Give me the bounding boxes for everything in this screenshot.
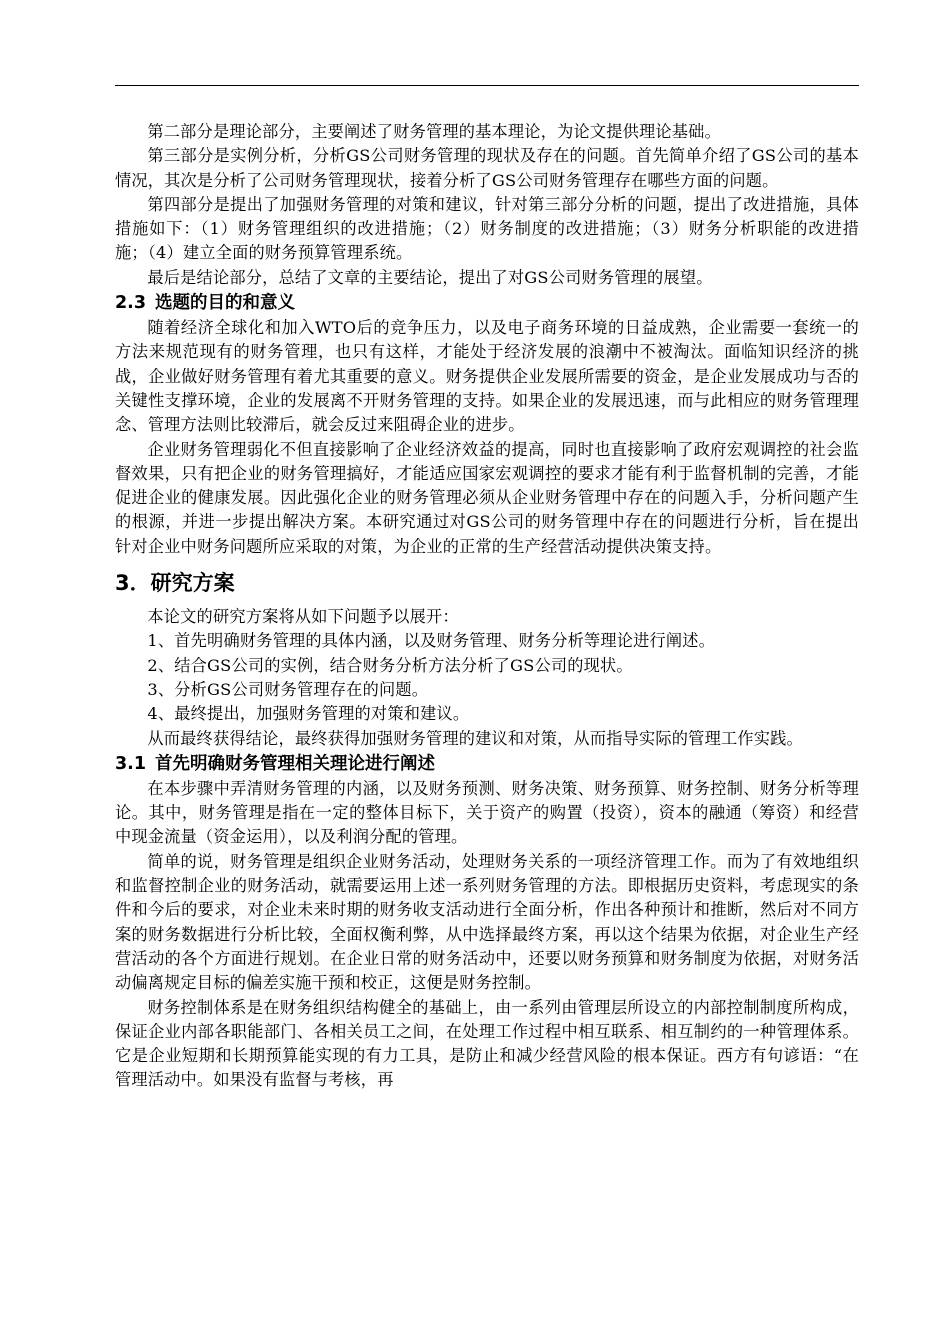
section-3-1-number: 3.1: [115, 753, 147, 774]
section-2-3-paragraph-2: 企业财务管理弱化不但直接影响了企业经济效益的提高，同时也直接影响了政府宏观调控的社会监督效果，只有把企业的财务管理搞好，才能适应国家宏观调控的要求才能有利于监督机制的完善，才能促进企业的健康发展。因此强化企业的财务管理必须从企业财务管理中存在的问题入手，分析问题产生的根源，并进一步提出解决方案。本研究通过对GS公司的财务管理中存在的问题进行分析，旨在提出针对企业中财务问题所应采取的对策，为企业的正常的生产经营活动提供决策支持。: [115, 439, 859, 556]
section-3-heading: 3．研究方案: [115, 571, 235, 596]
section-2-3-title: 选题的目的和意义: [155, 293, 296, 314]
intro-paragraph-2: 第三部分是实例分析，分析GS公司财务管理的现状及存在的问题。首先简单介绍了GS公司的基本情况，其次是分析了公司财务管理现状，接着分析了GS公司财务管理存在哪些方面的问题。: [115, 146, 859, 190]
section-3-paragraph-1: 本论文的研究方案将从如下问题予以展开：: [147, 607, 459, 627]
header-rule: [115, 85, 859, 86]
section-2-3-paragraph-1: 随着经济全球化和加入WTO后的竞争压力，以及电子商务环境的日益成熟，企业需要一套统一的方法来规范现有的财务管理，也只有这样，才能处于经济发展的浪潮中不被淘汰。面临知识经济的挑战，企业做好财务管理有着尤其重要的意义。财务提供企业发展所需要的资金，是企业发展成功与否的关键性支撑环境，企业的发展离不开财务管理的支持。如果企业的发展迅速，而与此相应的财务管理理念、管理方法则比较滞后，就会反过来阻碍企业的进步。: [115, 318, 859, 435]
section-3-list-item-4: 4、最终提出，加强财务管理的对策和建议。: [147, 704, 470, 724]
intro-paragraph-1: 第二部分是理论部分，主要阐述了财务管理的基本理论，为论文提供理论基础。: [147, 122, 721, 141]
section-2-3-number: 2.3: [115, 293, 147, 314]
section-3-list-item-3: 3、分析GS公司财务管理存在的问题。: [147, 679, 429, 699]
section-3-list-item-2: 2、结合GS公司的实例，结合财务分析方法分析了GS公司的现状。: [147, 655, 633, 675]
section-3-1-paragraph-1: 在本步骤中弄清财务管理的内涵，以及财务预测、财务决策、财务预算、财务控制、财务分析等理论。其中，财务管理是指在一定的整体目标下，关于资产的购置（投资），资本的融通（筹资）和经营中现金流量（资金运用），以及利润分配的管理。: [115, 778, 859, 847]
document-body: [115, 120, 859, 1093]
section-3-1-paragraph-3: 财务控制体系是在财务组织结构健全的基础上，由一系列由管理层所设立的内部控制制度所构成，保证企业内部各职能部门、各相关员工之间，在处理工作过程中相互联系、相互制约的一种管理体系。它是企业短期和长期预算能实现的有力工具，是防止和减少经营风险的根本保证。西方有句谚语：“在管理活动中。如果没有监督与考核，再: [115, 997, 859, 1090]
section-3-1-heading: [115, 751, 859, 777]
intro-paragraph-4: 最后是结论部分，总结了文章的主要结论，提出了对GS公司财务管理的展望。: [147, 267, 713, 287]
section-3-1-paragraph-2: 简单的说，财务管理是组织企业财务活动，处理财务关系的一项经济管理工作。而为了有效地组织和监督控制企业的财务活动，就需要运用上述一系列财务管理的方法。即根据历史资料，考虑现实的条件和今后的要求，对企业未来时期的财务收支活动进行全面分析，作出各种预计和推断，然后对不同方案的财务数据进行分析比较，全面权衡利弊，从中选择最终方案，再以这个结果为依据，对企业生产经营活动的各个方面进行规划。在企业日常的财务活动中，还要以财务预算和财务制度为依据，对财务活动偏离规定目标的偏差实施干预和校正，这便是财务控制。: [115, 851, 859, 993]
section-2-3-heading: [115, 290, 859, 316]
section-3-1-title: 首先明确财务管理相关理论进行阐述: [155, 753, 436, 774]
intro-paragraph-3: 第四部分是提出了加强财务管理的对策和建议，针对第三部分分析的问题，提出了改进措施，具体措施如下：（1）财务管理组织的改进措施；（2）财务制度的改进措施；（3）财务分析职能的改进措施；（4）建立全面的财务预算管理系统。: [115, 194, 859, 263]
section-3-paragraph-6: 从而最终获得结论，最终获得加强财务管理的建议和对策，从而指导实际的管理工作实践。: [147, 728, 803, 748]
section-3-list-item-1: 1、首先明确财务管理的具体内涵，以及财务管理、财务分析等理论进行阐述。: [147, 631, 716, 651]
